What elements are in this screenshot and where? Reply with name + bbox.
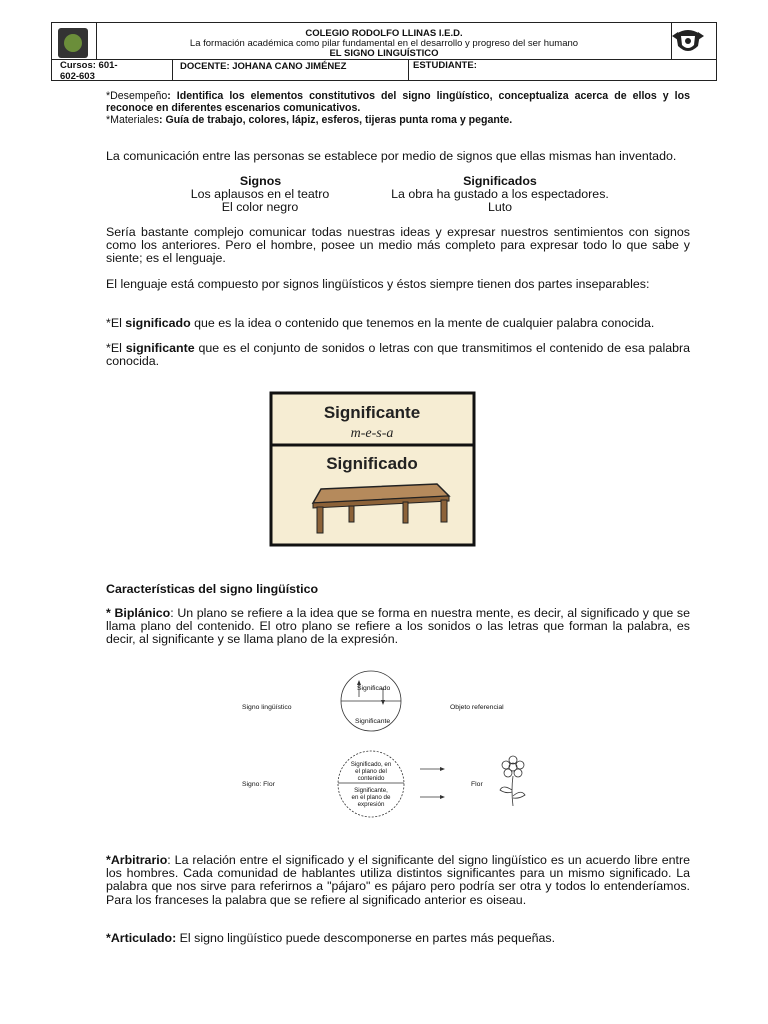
diagram-signo-linguistico: Signo lingüístico [242, 704, 292, 711]
subject-title: EL SIGNO LINGUÍSTICO [329, 48, 439, 59]
illus-significante-label: Significante [323, 403, 421, 422]
student-field: ESTUDIANTE: [413, 60, 477, 71]
courses-label: Cursos: 601- [60, 60, 118, 71]
materiales-text: : Guía de trabajo, colores, lápiz, esferos, tijeras punta roma y pegante. [159, 114, 513, 126]
significante-significado-illustration [269, 391, 476, 547]
col-significados-title: Significados [463, 174, 537, 188]
desempeno-paragraph [106, 90, 690, 114]
biplanico-paragraph: * Biplánico: Un plano se refiere a la idea que se forma en nuestra mente, es decir, al significado y que se llama plano del contenido. El otro plano se refiere a los sonidos o las letras que forman la palabra, es decir, al significante y se llama plano de la expresión. [106, 606, 691, 647]
paragraph-3: El lenguaje está compuesto por signos lingüísticos y éstos siempre tienen dos partes inseparables: [106, 277, 650, 291]
term-significante: significante [125, 341, 195, 355]
arbitrario-paragraph: *Arbitrario: La relación entre el significado y el significante del signo lingüístico es un acuerdo libre entre los hombres. Cada comunidad de hablantes utiliza distintos significantes para un mismo significado. La palabra que nos sirve para referirnos a "pájaro" es pájaro pero podría ser otra y todos lo entenderíamos. Para los franceses la palabra que se refiere al significado anterior es oiseau. [106, 853, 690, 907]
courses-label-2: 602-603 [60, 71, 95, 82]
articulado-paragraph: *Articulado: El signo lingüístico puede descomponerse en partes más pequeñas. [106, 931, 556, 945]
col-signos-row-1: Los aplausos en el teatro [190, 187, 330, 201]
characteristics-heading: Características del signo lingüístico [106, 582, 319, 596]
illus-significado-label: Significado [326, 454, 418, 473]
school-logo-icon [58, 28, 88, 58]
illus-word: m-e-s-a [350, 426, 394, 441]
term-significado: significado [125, 316, 191, 330]
teacher-name: DOCENTE: JOHANA CANO JIMÉNEZ [180, 61, 347, 72]
col-significados-row-2: Luto [487, 200, 513, 214]
header-table [51, 22, 717, 81]
paragraph-significante: *El significante que es el conjunto de sonidos o letras con que transmitimos el contenido de esa palabra conocida. [106, 341, 690, 369]
coat-of-arms-icon [672, 26, 704, 56]
school-name: COLEGIO RODOLFO LLINAS I.E.D. [305, 28, 463, 39]
diagram-flor: Flor [471, 781, 483, 788]
paragraph-significado: *El significado que es la idea o contenido que tenemos en la mente de cualquier palabra conocida. [106, 316, 655, 330]
col-signos-row-2: El color negro [221, 200, 299, 214]
materiales-paragraph [106, 114, 690, 126]
diagram-objeto-referencial: Objeto referencial [450, 704, 504, 711]
desempeno-label: *Desempeño [106, 90, 168, 102]
diagram-significado: Significado [357, 685, 391, 692]
col-significados-row-1: La obra ha gustado a los espectadores. [391, 187, 609, 201]
diagram-significante: Significante [355, 718, 391, 725]
diagram-signo-flor: Signo: Flor [242, 781, 275, 788]
diagram-plano-expresion: Significante, en el plano de expresión [351, 787, 391, 808]
diagram-plano-contenido: Significado, en el plano del contenido [350, 761, 392, 782]
paragraph-1: La comunicación entre las personas se establece por medio de signos que ellas mismas han inventado. [106, 149, 677, 163]
col-signos-title: Signos [239, 174, 282, 188]
arbitrario-label: *Arbitrario [106, 853, 168, 867]
biplanico-label: * Biplánico [106, 606, 171, 620]
flower-icon [500, 756, 525, 806]
materiales-label: *Materiales [106, 114, 159, 126]
paragraph-2: Sería bastante complejo comunicar todas nuestras ideas y expresar nuestros sentimientos con signos como los anteriores. Pero el hombre, posee un medio más completo para expresar todo lo que sabe y siente; es el lenguaje. [106, 225, 690, 266]
school-motto: La formación académica como pilar fundamental en el desarrollo y progreso del ser humano [189, 38, 579, 49]
articulado-label: *Articulado: [106, 931, 177, 945]
desempeno-text: : Identifica los elementos constitutivos del signo lingüístico, conceptualiza acerca de ellos y los reconoce en diferentes escenarios comunicativos. [106, 90, 690, 114]
